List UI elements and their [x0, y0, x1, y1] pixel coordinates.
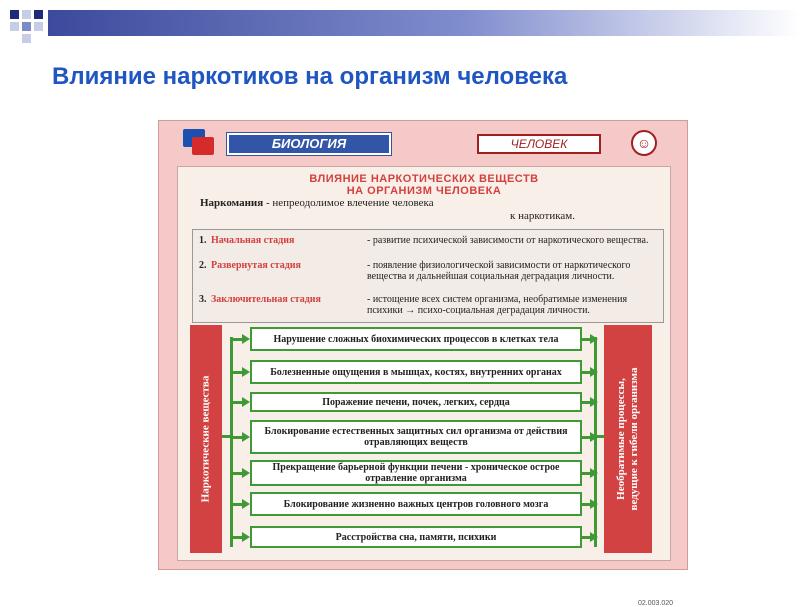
arrow-icon	[242, 367, 250, 377]
subject-label: БИОЛОГИЯ	[227, 133, 391, 155]
poster-title-line: ВЛИЯНИЕ НАРКОТИЧЕСКИХ ВЕЩЕСТВ	[309, 173, 539, 185]
definition-text: - непреодолимое влечение человека	[263, 197, 434, 209]
section-label: ЧЕЛОВЕК	[477, 134, 601, 154]
logo-icon	[183, 129, 215, 155]
effect-item: Поражение печени, почек, легких, сердца	[250, 392, 582, 412]
effect-item: Расстройства сна, памяти, психики	[250, 526, 582, 548]
stage-description: - развитие психической зависимости от наркотического вещества.	[367, 235, 649, 246]
arrow-icon	[590, 468, 598, 478]
arrow-icon	[242, 499, 250, 509]
connector-line	[230, 337, 233, 547]
title-bar-decoration	[48, 10, 800, 36]
stage-item	[199, 235, 657, 259]
stage-number: 2.	[199, 260, 207, 271]
decor-square	[22, 10, 31, 19]
arrow-icon	[590, 334, 598, 344]
poster-header	[159, 121, 687, 161]
decor-square	[22, 34, 31, 43]
effect-item: Прекращение барьерной функции печени - хроническое острое отравление организма	[250, 460, 582, 486]
stages-box	[192, 229, 664, 323]
arrow-icon	[242, 334, 250, 344]
decor-square	[34, 22, 43, 31]
poster-panel	[177, 166, 674, 607]
stage-number: 3.	[199, 294, 207, 305]
arrow-icon	[590, 397, 598, 407]
decor-square	[10, 10, 19, 19]
arrow-icon	[590, 532, 598, 542]
decor-square	[10, 22, 19, 31]
stage-description: - появление физиологической зависимости от наркотического вещества и дальнейшая социальная деградация личности.	[367, 260, 631, 282]
stage-description: - истощение всех систем организма, необратимые изменения психики → психо-социальная деградация личности.	[367, 294, 628, 316]
person-icon: ☺	[631, 130, 657, 156]
arrow-icon	[242, 468, 250, 478]
effect-item: Блокирование естественных защитных сил организма от действия отравляющих веществ	[250, 420, 582, 454]
drugs-box	[190, 325, 222, 553]
slide-title: Влияние наркотиков на организм человека	[52, 63, 568, 90]
poster-title-line: НА ОРГАНИЗМ ЧЕЛОВЕКА	[346, 185, 502, 197]
arrow-icon	[590, 367, 598, 377]
arrow-icon	[242, 397, 250, 407]
stage-item	[199, 260, 657, 292]
outcome-line: Необратимые процессы,	[615, 378, 627, 500]
decor-square	[22, 22, 31, 31]
decor-square	[34, 10, 43, 19]
effect-item: Блокирование жизненно важных центров головного мозга	[250, 492, 582, 516]
stage-name: Начальная стадия	[211, 235, 295, 246]
stage-name: Заключительная стадия	[211, 294, 321, 305]
stage-number: 1.	[199, 235, 207, 246]
arrow-icon	[590, 499, 598, 509]
stage-name: Развернутая стадия	[211, 260, 301, 271]
definition-term: Наркомания	[200, 197, 264, 209]
effect-item: Нарушение сложных биохимических процессов в клетках тела	[250, 327, 582, 351]
effects-diagram	[188, 325, 662, 555]
poster-image	[158, 120, 688, 607]
definition	[200, 197, 650, 223]
outcome-box	[604, 325, 652, 553]
poster-title	[178, 173, 670, 197]
outcome-label	[615, 368, 641, 511]
drugs-label: Наркотические вещества	[199, 375, 212, 503]
arrow-icon	[242, 532, 250, 542]
effect-item: Болезненные ощущения в мышцах, костях, внутренних органах	[250, 360, 582, 384]
outcome-line: ведущие к гибели организма	[628, 367, 640, 511]
arrow-icon	[590, 432, 598, 442]
stage-item	[199, 294, 657, 320]
definition-text: к наркотикам.	[510, 210, 575, 222]
arrow-icon	[242, 432, 250, 442]
poster-code: 02.003.020	[638, 600, 674, 607]
